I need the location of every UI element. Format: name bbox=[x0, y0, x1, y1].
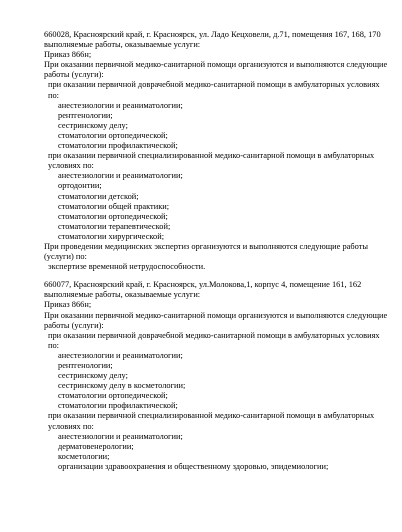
list-item: рентгенологии; bbox=[58, 361, 113, 370]
list-item: экспертизе временной нетрудоспособности. bbox=[48, 262, 206, 272]
section-2-specialized-intro: при оказании первичной специализированной медико-санитарной помощи в амбулаторных условиях по: bbox=[48, 411, 375, 431]
list-item: организации здравоохранения и общественному здоровью, эпидемиологии; bbox=[58, 461, 329, 471]
list-item: анестезиологии и реаниматологии; bbox=[58, 171, 183, 181]
list-item: анестезиологии и реаниматологии; bbox=[58, 350, 183, 360]
list-item: сестринскому делу; bbox=[58, 371, 128, 381]
section-1-primary-intro: При оказании первичной медико-санитарной помощи организуются и выполняются следующие работы (услуги): bbox=[44, 60, 388, 80]
section-1-order: Приказ 866н; bbox=[44, 50, 92, 60]
list-item: анестезиологии и реаниматологии; bbox=[58, 100, 183, 110]
section-gap bbox=[44, 272, 389, 280]
list-item: стоматологии терапевтической; bbox=[58, 221, 171, 231]
section-2-pre-ambulatory-intro: при оказании первичной доврачебной медико-санитарной помощи в амбулаторных условиях по: bbox=[48, 330, 380, 350]
list-item: стоматологии профилактической; bbox=[58, 141, 178, 151]
section-1-specialized-intro: при оказании первичной специализированной медико-санитарной помощи в амбулаторных условиях по: bbox=[48, 151, 375, 171]
list-item: дерматовенерологии; bbox=[58, 441, 134, 451]
section-2-order: Приказ 866н; bbox=[44, 300, 92, 310]
list-item: сестринскому делу; bbox=[58, 120, 128, 130]
list-item: стоматологии хирургической; bbox=[58, 231, 165, 241]
list-item: стоматологии ортопедической; bbox=[58, 211, 168, 221]
section-1-pre-ambulatory-intro: при оказании первичной доврачебной медико-санитарной помощи в амбулаторных условиях по: bbox=[48, 80, 380, 100]
list-item: анестезиологии и реаниматологии; bbox=[58, 431, 183, 441]
list-item: стоматологии детской; bbox=[58, 191, 139, 201]
list-item: ортодонтии; bbox=[58, 181, 102, 191]
list-item: косметологии; bbox=[58, 451, 110, 461]
list-item: рентгенологии; bbox=[58, 110, 113, 120]
section-2-primary-intro: При оказании первичной медико-санитарной помощи организуются и выполняются следующие работы (услуги): bbox=[44, 310, 388, 330]
list-item: стоматологии ортопедической; bbox=[58, 391, 168, 401]
section-1-works-heading: выполняемые работы, оказываемые услуги: bbox=[44, 40, 201, 50]
section-2-works-heading: выполняемые работы, оказываемые услуги: bbox=[44, 290, 201, 300]
section-1-address: 660028, Красноярский край, г. Красноярск, ул. Ладо Кецховели, д.71, помещения 167, 168, 170 bbox=[44, 30, 381, 39]
section-1-expertise-intro: При проведении медицинских экспертиз организуются и выполняются следующие работы (услуги) по: bbox=[44, 241, 368, 262]
list-item: стоматологии общей практики; bbox=[58, 201, 170, 211]
list-item: сестринскому делу в косметологии; bbox=[58, 381, 186, 391]
list-item: стоматологии ортопедической; bbox=[58, 130, 168, 140]
list-item: стоматологии профилактической; bbox=[58, 401, 178, 411]
section-2-address: 660077, Красноярский край, г. Красноярск, ул.Молокова,1, корпус 4, помещение 161, 162 bbox=[44, 280, 362, 290]
license-text bbox=[44, 30, 389, 472]
